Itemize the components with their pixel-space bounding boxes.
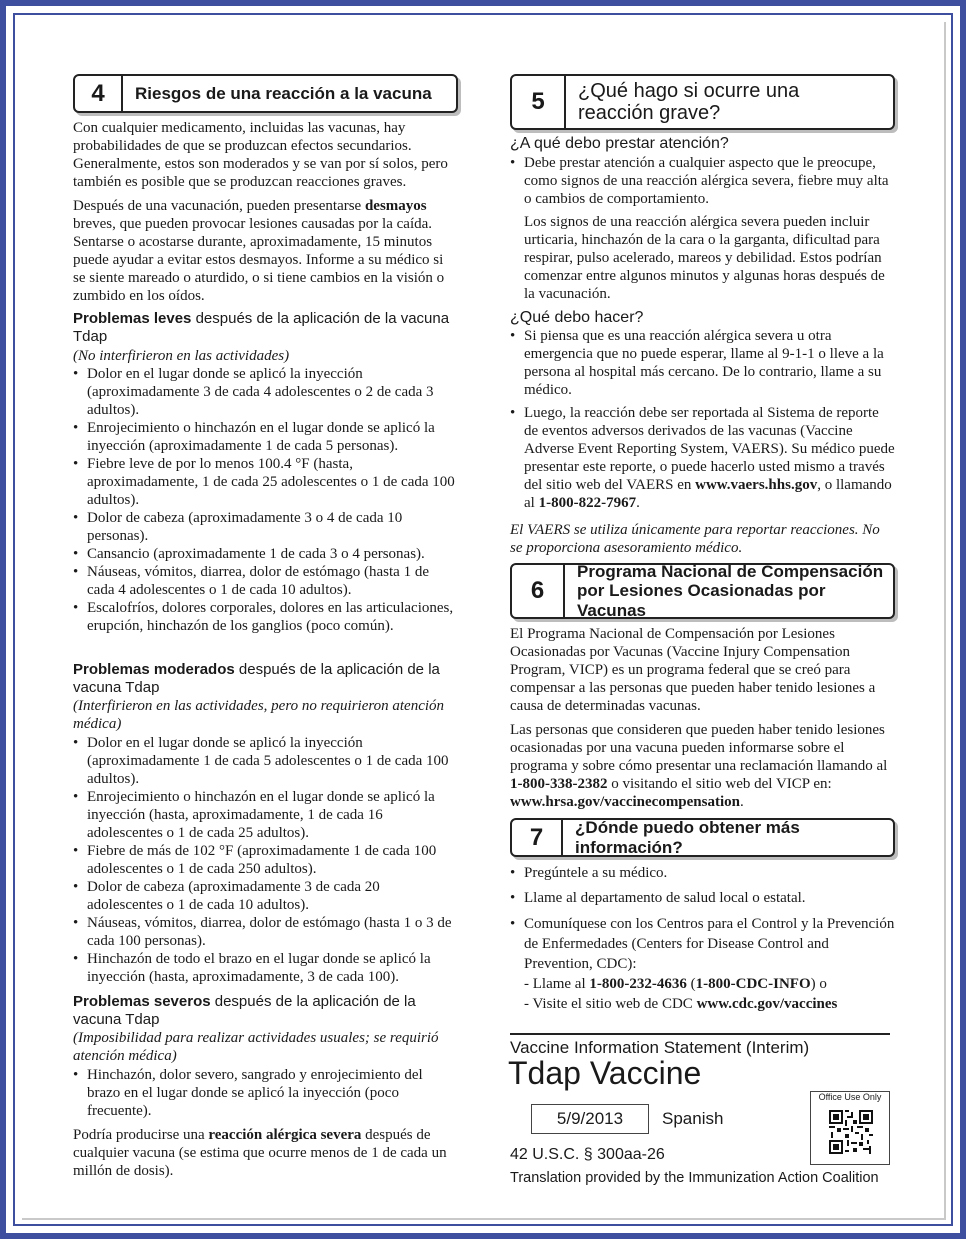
list-item: • Escalofríos, dolores corporales, dolores en las articulaciones, erupción, hinchazón de los ganglios (poco común).	[73, 599, 458, 635]
vaers-link[interactable]: www.vaers.hhs.gov	[695, 477, 818, 493]
mild-title-bold: Problemas leves	[73, 310, 192, 327]
sec5-question-2: ¿Qué debo hacer?	[510, 309, 644, 326]
section-5-header	[510, 74, 895, 130]
section-5-title	[566, 76, 799, 128]
cdc-link[interactable]: www.cdc.gov/vaccines	[696, 996, 838, 1012]
vicp-contact	[510, 721, 895, 811]
vicp-contact-pre: Las personas que consideren que pueden haber tenido lesiones ocasionadas por una vacuna pueden informarse sobre el programa y sobre cómo presentar una reclamación llamando al	[510, 722, 888, 774]
vicp-intro: El Programa Nacional de Compensación por Lesiones Ocasionadas por Vacunas (Vaccine Injury Compensation Program, VICP) es un programa federal que se creó para compensar a las personas que pueden haber tenido lesiones a causa de determinadas vacunas.	[510, 626, 876, 714]
list-item: • Enrojecimiento o hinchazón en el lugar donde se aplicó la inyección (aproximadamente 1 de cada 5 personas).	[73, 419, 458, 455]
list-item: • Pregúntele a su médico.	[510, 864, 895, 882]
vis-language: Spanish	[662, 1109, 724, 1128]
vaccine-name: Tdap Vaccine	[508, 1055, 702, 1091]
mild-problems-title	[73, 310, 458, 346]
moderate-problems-title	[73, 661, 458, 697]
vaers-phone[interactable]: 1-800-822-7967	[538, 495, 637, 511]
list-item: • Dolor en el lugar donde se aplicó la inyección (aproximadamente 3 de cada 4 adolescentes o 2 de cada 3 adultos).	[73, 365, 458, 419]
list-item	[510, 404, 895, 512]
list-item: • Náuseas, vómitos, diarrea, dolor de estómago (hasta 1 de cada 4 adolescentes o 1 de cada 10 adultos).	[73, 563, 458, 599]
sec5-signs-paragraph: Los signos de una reacción alérgica severa pueden incluir urticaria, hinchazón de la cara o la garganta, dificultad para respirar, pulso acelerado, mareos y debilidad. Estos podrían comenzar entre algunos minutos y algunas horas después de la vacunación.	[524, 214, 885, 302]
sev-title-bold: Problemas severos	[73, 993, 211, 1010]
vis-label: Vaccine Information Statement (Interim)	[510, 1038, 810, 1057]
office-use-label: Office Use Only	[818, 1092, 882, 1102]
mild-title-rest: después de la aplicación de la vacuna Tdap	[73, 310, 450, 345]
section-6-title	[565, 562, 893, 620]
vicp-phone[interactable]: 1-800-338-2382	[510, 776, 608, 792]
severe-list	[73, 1066, 458, 1120]
list-item: • Dolor en el lugar donde se aplicó la inyección (aproximadamente 1 de cada 5 adolescentes o 1 de cada 100 adultos).	[73, 734, 458, 788]
list-item: • Dolor de cabeza (aproximadamente 3 o 4 de cada 10 personas).	[73, 509, 458, 545]
mod-title-bold: Problemas moderados	[73, 661, 235, 678]
sec4-fainting-bold: desmayos	[364, 198, 427, 214]
list-item: • Fiebre leve de por lo menos 100.4 °F (hasta, aproximadamente, 1 de cada 25 adolescentes o 1 de cada 100 adultos).	[73, 455, 458, 509]
section-4-header	[73, 74, 458, 113]
list-item	[510, 914, 895, 1014]
section-6-number: 6	[512, 565, 565, 617]
allergic-post: después de cualquier vacuna (se estima que ocurre menos de 1 de cada un millón de dosis).	[73, 1127, 447, 1179]
list-item: • Hinchazón, dolor severo, sangrado y enrojecimiento del brazo en el lugar donde se aplicó la inyección (poco frecuente).	[73, 1066, 458, 1120]
section-4-number: 4	[75, 76, 123, 111]
sec4-fainting	[73, 197, 458, 305]
cdc-web-pre: - Visite el sitio web de CDC	[524, 996, 697, 1012]
cdc-phone-alt[interactable]: 1-800-CDC-INFO	[695, 976, 811, 992]
list-item: • Hinchazón de todo el brazo en el lugar donde se aplicó la inyección (hasta, aproximadamente, 3 de cada 100).	[73, 950, 458, 986]
cdc-call-pre: - Llame al	[524, 976, 590, 992]
allergic-reaction-note	[73, 1126, 458, 1180]
sec5-watch-list	[510, 154, 895, 208]
sec5-question-1: ¿A qué debo prestar atención?	[510, 135, 729, 152]
sec5-action-list	[510, 327, 895, 512]
severe-problems-title	[73, 993, 458, 1029]
cdc-call-mid: (	[686, 976, 696, 992]
vaers-end: .	[636, 495, 640, 511]
cdc-phone[interactable]: 1-800-232-4636	[589, 976, 687, 992]
list-item: • Fiebre de más de 102 °F (aproximadamente 1 de cada 100 adolescentes o 1 de cada 250 adultos).	[73, 842, 458, 878]
sev-title-rest: después de la aplicación de la vacuna Tdap	[73, 993, 416, 1028]
list-item: • Enrojecimiento o hinchazón en el lugar donde se aplicó la inyección (hasta, aproximadamente, 1 de cada 16 adolescentes o 1 de cada 25 adultos).	[73, 788, 458, 842]
vicp-contact-end: .	[740, 794, 744, 810]
allergic-pre: Podría producirse una	[73, 1127, 209, 1143]
vis-date: 5/9/2013	[531, 1104, 649, 1134]
cdc-call-end: ) o	[810, 976, 827, 992]
section-7-title: ¿Dónde puedo obtener más información?	[575, 818, 800, 857]
section-5-title-line1: ¿Qué hago si ocurre una	[578, 79, 800, 102]
footer-divider	[510, 1033, 890, 1035]
qr-code-icon	[829, 1110, 873, 1154]
vicp-contact-mid: o visitando el sitio web del VICP en:	[607, 776, 832, 792]
legal-citation: 42 U.S.C. § 300aa-26	[510, 1146, 665, 1163]
vaers-note: El VAERS se utiliza únicamente para reportar reacciones. No se proporciona asesoramiento médico.	[510, 522, 880, 556]
mod-title-rest: después de la aplicación de la vacuna Tdap	[73, 661, 440, 696]
list-item: • Llame al departamento de salud local o estatal.	[510, 889, 895, 907]
list-item: • Cansancio (aproximadamente 1 de cada 3 o 4 personas).	[73, 545, 458, 563]
cdc-contact-text: Comuníquese con los Centros para el Control y la Prevención de Enfermedades (Centers for Disease Control and Prevention, CDC):	[524, 916, 895, 972]
section-7-number: 7	[512, 820, 563, 855]
vaers-mid: , o llamando al	[524, 477, 892, 511]
vaers-text: Luego, la reacción debe ser reportada al Sistema de reporte de eventos adversos derivados de las vacunas (Vaccine Adverse Event Reporting System, VAERS). Su médico puede presentar este reporte, o puede hacerlo usted mismo a través del sitio web del VAERS en	[524, 405, 895, 493]
section-6-header	[510, 563, 895, 619]
sec4-fainting-pre: Después de una vacunación, pueden presentarse	[73, 198, 365, 214]
list-item: • Si piensa que es una reacción alérgica severa u otra emergencia que no puede esperar, llame al 9-1-1 o lleve a la persona al hospital más cercano. De lo contrario, llame a su médico.	[510, 327, 895, 399]
severe-note: (Imposibilidad para realizar actividades usuales; se requirió atención médica)	[73, 1030, 439, 1064]
sec4-fainting-post: breves, que pueden provocar lesiones causadas por la caída. Sentarse o acostarse durante, aproximadamente, 15 minutos puede ayudar a evitar estos desmayos. Informe a su médico si se siente mareado o aturdido, o si tiene cambios en la visión o zumbido en los oídos.	[73, 216, 445, 304]
vicp-link[interactable]: www.hrsa.gov/vaccinecompensation	[510, 794, 740, 810]
list-item: • Dolor de cabeza (aproximadamente 3 de cada 20 adolescentes o 1 de cada 10 adultos).	[73, 878, 458, 914]
section-6-title-line2: por Lesiones Ocasionadas por Vacunas	[577, 581, 826, 620]
list-item: • Náuseas, vómitos, diarrea, dolor de estómago (hasta 1 o 3 de cada 100 personas).	[73, 914, 458, 950]
section-5-number: 5	[512, 76, 566, 128]
moderate-note: (Interfirieron en las actividades, pero no requirieron atención médica)	[73, 698, 445, 732]
mild-list	[73, 365, 458, 635]
section-5-title-line2: reacción grave?	[578, 102, 721, 124]
section-7-header	[510, 818, 895, 857]
moderate-list	[73, 734, 458, 986]
translation-credit: Translation provided by the Immunization Action Coalition	[510, 1170, 879, 1186]
more-info-list	[510, 864, 895, 1014]
sec4-intro: Con cualquier medicamento, incluidas las vacunas, hay probabilidades de que se produzcan efectos secundarios. Generalmente, estos son moderados y se van por sí solos, pero también es posible que se produzcan reacciones graves.	[73, 120, 448, 190]
mild-note: (No interfirieron en las actividades)	[73, 348, 290, 364]
list-item: • Debe prestar atención a cualquier aspecto que le preocupe, como signos de una reacción alérgica severa, fiebre muy alta o cambios de comportamiento.	[510, 154, 895, 208]
office-use-box	[810, 1091, 890, 1165]
section-4-title: Riesgos de una reacción a la vacuna	[135, 83, 432, 103]
allergic-bold: reacción alérgica severa	[208, 1127, 362, 1143]
section-6-title-line1: Programa Nacional de Compensación	[577, 562, 884, 582]
